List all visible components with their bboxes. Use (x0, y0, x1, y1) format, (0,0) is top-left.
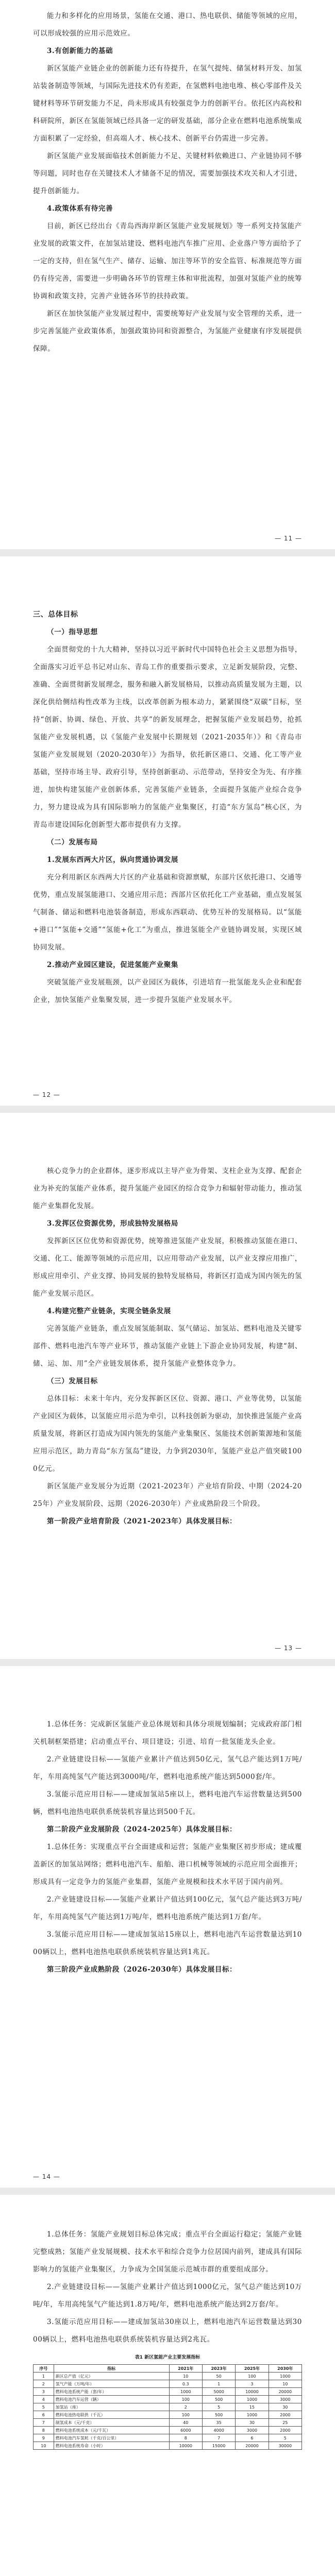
paragraph: 核心竞争力的企业群体，逐步形成以主导产业为骨架、支柱企业为支撑、配套企业为补充的氢能产业体系，提升氢能产业园区的综合竞争力和辐射带动能力，推动氢能产业集群化发展。 (33, 1167, 302, 1210)
document-page-4 (0, 1666, 335, 2188)
table-header-row (34, 2365, 302, 2372)
table-row (34, 2372, 302, 2380)
table-cell: 6 (236, 2434, 269, 2442)
table-cell: 5 (34, 2403, 54, 2411)
paragraph: 完善氢能产业链条，重点发展氢能制取、氢气储运、加氢站、燃料电池及关键零部件、燃料电池汽车等产业环节，推动氢能产业链上下游企业协同发展，构建“制、储、运、加、用”全产业链发展体系，提升氢能产业整体竞争力。 (33, 1325, 302, 1368)
table-cell: 加氢站（座） (54, 2403, 169, 2411)
table-cell: 10 (269, 2380, 301, 2388)
page-2-body (33, 606, 302, 1009)
paragraph: 1.总体任务：完成新区氢能产业总体规划和具体分项规划编制；完成政府部门相关机制框架搭建；启动重点平台、项目建设；引进、培育一批氢能龙头企业。 (33, 1720, 302, 1746)
paragraph: 2.产业链建设目标——氢能产业累计产值达到1000亿元，氢气总产能达到10万吨/年，车用高纯氢气产能达到1.8万吨/年，燃料电池系统产能达到2万套/年。 (33, 2283, 302, 2309)
table-cell: 6000 (169, 2427, 202, 2434)
paragraph: 能力和多样化的应用场景，氢能在交通、港口、热电联供、储能等领域的应用，可以形成较强的应用示范效应。 (33, 12, 302, 38)
table-cell: 8 (169, 2434, 202, 2442)
table-cell: 20000 (269, 2388, 301, 2396)
table-cell: 氢气产能（万吨/年） (54, 2380, 169, 2388)
item-heading: 3.发挥区位资源优势，形成独特发展格局 (47, 1219, 178, 1228)
page-number: — 13 — (275, 1645, 302, 1652)
table-cell: 1000 (169, 2388, 202, 2396)
table-cell: 10000 (169, 2442, 202, 2450)
table-cell: 5000 (202, 2388, 235, 2396)
table-caption: 表1 新区氢能产业主要发展指标 (135, 2355, 200, 2360)
paragraph: 新区氢能产业发展面临技术创新能力不足、关键材料依赖进口、产业链协同不够等问题，同时也存在关键技术人才储备不足的情况，需要加强技术攻关和人才引进，提升创新能力。 (33, 152, 302, 195)
paragraph: 新区氢能产业链企业的创新能力还有待提升，在氢气提纯、储氢材料开发、加氢站装备制造等领域，与国际先进技术仍有差距，在氢燃料电池电堆、核心零部件及关键材料等环节研发能力不足，尚未形成具有较强竞争力的创新平台。依托区内高校和科研院所，新区在氢能领域已经具备一定的研发基础，部分企业在燃料电池系统集成方面积累了一定经验，但高端人才、核心技术、创新平台仍需进一步完善。 (33, 64, 302, 143)
table-cell: 2000 (269, 2427, 301, 2434)
table-cell: 7 (202, 2434, 235, 2442)
table-cell: 新区总产值（亿元） (54, 2372, 169, 2380)
subsection-heading: （一）指导思想 (47, 628, 98, 636)
table-cell: 30 (236, 2419, 269, 2427)
page-number: — 14 — (33, 2173, 60, 2180)
table-cell: 500 (202, 2396, 235, 2403)
table-cell: 5 (269, 2434, 301, 2442)
table-header-cell: 序号 (34, 2365, 54, 2372)
page-3-body (33, 1162, 302, 1530)
table-row (34, 2403, 302, 2411)
page-gap (0, 549, 335, 556)
document-page-1 (0, 0, 335, 549)
table-row (34, 2396, 302, 2403)
page-gap (0, 2188, 335, 2195)
table-cell: 10 (34, 2442, 54, 2450)
page-4-body (33, 1716, 302, 1978)
table-cell: 燃料电池汽车运营（辆） (54, 2396, 169, 2403)
table-cell: 燃料电池系统产能（套/年） (54, 2388, 169, 2396)
item-heading: 4.政策体系有待完善 (47, 205, 113, 213)
paragraph: 3.氢能示范应用目标——建成加氢站30座以上，燃料电池汽车运营数量达到3000辆以上，燃料电池热电联供系统装机容量达到2兆瓦。 (33, 2318, 302, 2344)
paragraph: 1.总体任务：氢能产业规划目标总体完成；重点平台全面运行稳定；氢能产业链完整成熟；氢能产业发展规模、技术水平和综合竞争力位居国内前列，建成具有国际影响力的氢能产业集聚区，力争成为全国氢能示范城市群的重要组成部分。 (33, 2230, 302, 2274)
table-cell: 50 (202, 2372, 235, 2380)
page-1-body (33, 7, 302, 358)
table-cell: 10000 (236, 2388, 269, 2396)
paragraph: 3.氢能示范应用目标——建成加氢站15座以上，燃料电池汽车运营数量达到1000辆以上，燃料电池热电联供系统装机容量达到1兆瓦。 (33, 1930, 302, 1956)
paragraph: 充分利用新区东西两大片区的产业基础和资源禀赋，东部片区依托港口、交通等优势，重点发展氢能港口、交通应用示范；西部片区依托化工产业基础，重点发展氢气制备、储运和燃料电池装备制造，形成东西联动、优势互补的发展格局。以“氢能+港口”“氢能+交通”“氢能+化工”为重点，推进氢能全产业链协调发展，实现区域协同发展。 (33, 873, 302, 952)
table-cell: 燃料电池汽车氢耗（千克/百公里） (54, 2434, 169, 2442)
table-cell: 15 (236, 2403, 269, 2411)
table-cell: 100 (169, 2411, 202, 2419)
document-page-3 (0, 1113, 335, 1659)
paragraph: 2.产业链建设目标——氢能产业累计产值达到50亿元，氢气总产能达到1万吨/年，车用高纯氢气产能达到3000吨/年，燃料电池系统产能达到5000套/年。 (33, 1755, 302, 1781)
page-number: — 12 — (33, 1091, 60, 1098)
table-cell: 6 (34, 2411, 54, 2419)
table-cell: 1000 (236, 2411, 269, 2419)
section-heading: 三、总体目标 (33, 611, 78, 619)
table-cell: 5 (202, 2403, 235, 2411)
item-heading: 第二阶段产业发展阶段（2024-2025年）具体发展目标： (47, 1825, 237, 1834)
table-cell: 燃料电池系统成本（元/千瓦） (54, 2427, 169, 2434)
indicator-table (33, 2364, 302, 2450)
paragraph: 新区在加快氢能产业发展过程中，需要统筹好产业发展与安全管理的关系，进一步完善氢能产业政策体系，加强政策协同和资源整合，为氢能产业健康有序发展提供保障。 (33, 310, 302, 353)
subsection-heading: （二）发展布局 (47, 838, 98, 846)
table-header-cell: 2023年 (202, 2365, 235, 2372)
table-cell: 35 (202, 2419, 235, 2427)
subsection-heading: （三）发展目标 (47, 1377, 98, 1385)
table-cell: 3 (236, 2380, 269, 2388)
paragraph: 1.总体任务：实现重点平台全面建成和运营；氢能产业集聚区初步形成；建成覆盖新区的加氢站网络；燃料电池汽车、船舶、港口机械等领域的示范应用全面推开；形成具有一定竞争力的氢能产业集群，氢能产业规模和技术水平居于国内前列。 (33, 1843, 302, 1886)
table-cell: 100 (169, 2396, 202, 2403)
table-cell: 9 (34, 2434, 54, 2442)
page-gap (0, 1659, 335, 1666)
table-cell: 10 (169, 2372, 202, 2380)
table-body (34, 2372, 302, 2450)
page-5-body (33, 2226, 302, 2348)
table-cell: 燃料电池热电联供（千瓦） (54, 2411, 169, 2419)
table-cell: 4 (34, 2396, 54, 2403)
table-cell: 500 (202, 2411, 235, 2419)
paragraph: 发挥新区区位优势和资源优势，统筹推进氢能产业发展，积极推动氢能在港口、交通、化工、能源等领域的示范应用，以应用带动产业发展，以产业支撑应用推广，形成应用牵引、产业支撑、协同发展的独特发展格局，将新区打造成为国内领先的氢能产业发展示范区。 (33, 1237, 302, 1298)
paragraph: 目前，新区已经出台《青岛西海岸新区氢能产业发展规划》等一系列支持氢能产业发展的政策文件，在加氢站建设、燃料电池汽车推广应用、企业落户等方面给予了一定的支持，但在氢气生产、储存、运输、加注等环节的安全监管、标准规范等方面仍有待完善，需要进一步明确各环节的管理主体和审批流程，加强对氢能产业的统筹协调和政策支持，完善产业链各环节的扶持政策。 (33, 222, 302, 300)
table-cell: 100 (236, 2372, 269, 2380)
paragraph: 2.产业链建设目标——氢能产业累计产值达到100亿元，氢气总产能达到3万吨/年，车用高纯氢气产能达到1万吨/年，燃料电池系统产能达到1万套/年。 (33, 1895, 302, 1921)
table-cell: 30000 (269, 2442, 301, 2450)
item-heading: 1.发展东西两大片区，纵向贯通协调发展 (47, 856, 178, 864)
paragraph: 突破氢能产业发展瓶颈，以产业园区为载体，引进培育一批氢能龙头企业和配套企业，加快氢能产业集聚发展，进一步提升氢能产业发展水平。 (33, 978, 302, 1004)
table-cell: 3000 (269, 2396, 301, 2403)
table-cell: 20000 (236, 2442, 269, 2450)
item-heading: 第一阶段产业培育阶段（2021-2023年）具体发展目标： (47, 1517, 237, 1526)
page-number: — 11 — (275, 535, 302, 542)
item-heading: 4.构建完整产业链条，实现全链条发展 (47, 1307, 171, 1315)
table-cell: 15000 (202, 2442, 235, 2450)
table-header-cell: 2021年 (169, 2365, 202, 2372)
table-header-cell: 2030年 (269, 2365, 301, 2372)
table-cell: 2 (34, 2380, 54, 2388)
table-row (34, 2388, 302, 2396)
table-cell: 燃料电池系统寿命（小时） (54, 2442, 169, 2450)
table-cell: 0.3 (169, 2380, 202, 2388)
table-row (34, 2442, 302, 2450)
table-cell: 30 (269, 2403, 301, 2411)
document-page-5 (0, 2195, 335, 2576)
table-row (34, 2434, 302, 2442)
table-row (34, 2419, 302, 2427)
item-heading: 第三阶段产业成熟阶段（2026-2030年）具体发展目标： (47, 1965, 237, 1974)
table-cell: 3 (34, 2388, 54, 2396)
table-cell: 7 (34, 2419, 54, 2427)
table-cell: 4000 (202, 2427, 235, 2434)
paragraph: 新区氢能产业发展分为近期（2021-2023年）产业培育阶段、中期（2024-2025年）产业发展阶段、远期（2026-2030年）产业成熟阶段三个阶段。 (33, 1482, 302, 1508)
table-cell: 2000 (269, 2411, 301, 2419)
table-cell: 3000 (236, 2427, 269, 2434)
table-cell: 2 (169, 2403, 202, 2411)
item-heading: 3.有创新能力的基础 (47, 47, 113, 55)
table-cell: 1000 (236, 2396, 269, 2403)
document-page-2 (0, 556, 335, 1106)
table-cell: 8 (34, 2427, 54, 2434)
table-cell: 25 (269, 2419, 301, 2427)
paragraph: 3.氢能示范应用目标——建成加氢站5座以上，燃料电池汽车运营数量达到500辆，燃料电池热电联供系统装机容量达到500千瓦。 (33, 1790, 302, 1816)
paragraph: 总体目标：未来十年内，充分发挥新区区位、资源、港口、产业等优势，以氢能产业园区为载体，以氢能应用示范为牵引，以科技创新为驱动，加快推进氢能产业高质量发展，将新区打造成为国内领先的氢能产业集聚区、氢能技术创新策源地和氢能应用示范区，助力青岛“东方氢岛”建设，力争到2030年，氢能产业总产值突破1000亿元。 (33, 1395, 302, 1473)
table-row (34, 2411, 302, 2419)
table-cell: 40 (169, 2419, 202, 2427)
table-cell: 制氢成本（元/千克） (54, 2419, 169, 2427)
table-row (34, 2380, 302, 2388)
table-cell: 1000 (269, 2372, 301, 2380)
table-header-cell: 2025年 (236, 2365, 269, 2372)
item-heading: 2.推动产业园区建设，促进氢能产业聚集 (47, 961, 178, 969)
table-header-cell: 指标 (54, 2365, 169, 2372)
table-row (34, 2427, 302, 2434)
page-gap (0, 1106, 335, 1113)
paragraph: 全面贯彻党的十九大精神，坚持以习近平新时代中国特色社会主义思想为指导，全面落实习近平总书记对山东、青岛工作的重要指示要求，立足新发展阶段，完整、准确、全面贯彻新发展理念，服务和融入新发展格局，以推动高质量发展为主题，以深化供给侧结构性改革为主线，以改革创新为根本动力，紧紧围绕“双碳”目标，坚持“创新、协调、绿色、开放、共享”的新发展理念，把握氢能产业发展趋势，抢抓氢能产业发展机遇，以《氢能产业发展中长期规划（2021-2035年）》和《青岛市氢能产业发展规划（2020-2030年）》为指导，依托新区港口、交通、化工等产业基础，坚持市场主导、政府引导，坚持创新驱动、示范带动，坚持安全为先、有序推进，加快构建氢能产业创新体系，完善氢能产业链条，全面提升氢能产业综合竞争力，努力建设成为具有国际影响力的氢能产业集聚区，打造“东方氢岛”核心区，为青岛市建设国际化创新型大都市提供有力支撑。 (33, 646, 302, 829)
table-cell: 1 (34, 2372, 54, 2380)
table-cell: 1 (202, 2380, 235, 2388)
